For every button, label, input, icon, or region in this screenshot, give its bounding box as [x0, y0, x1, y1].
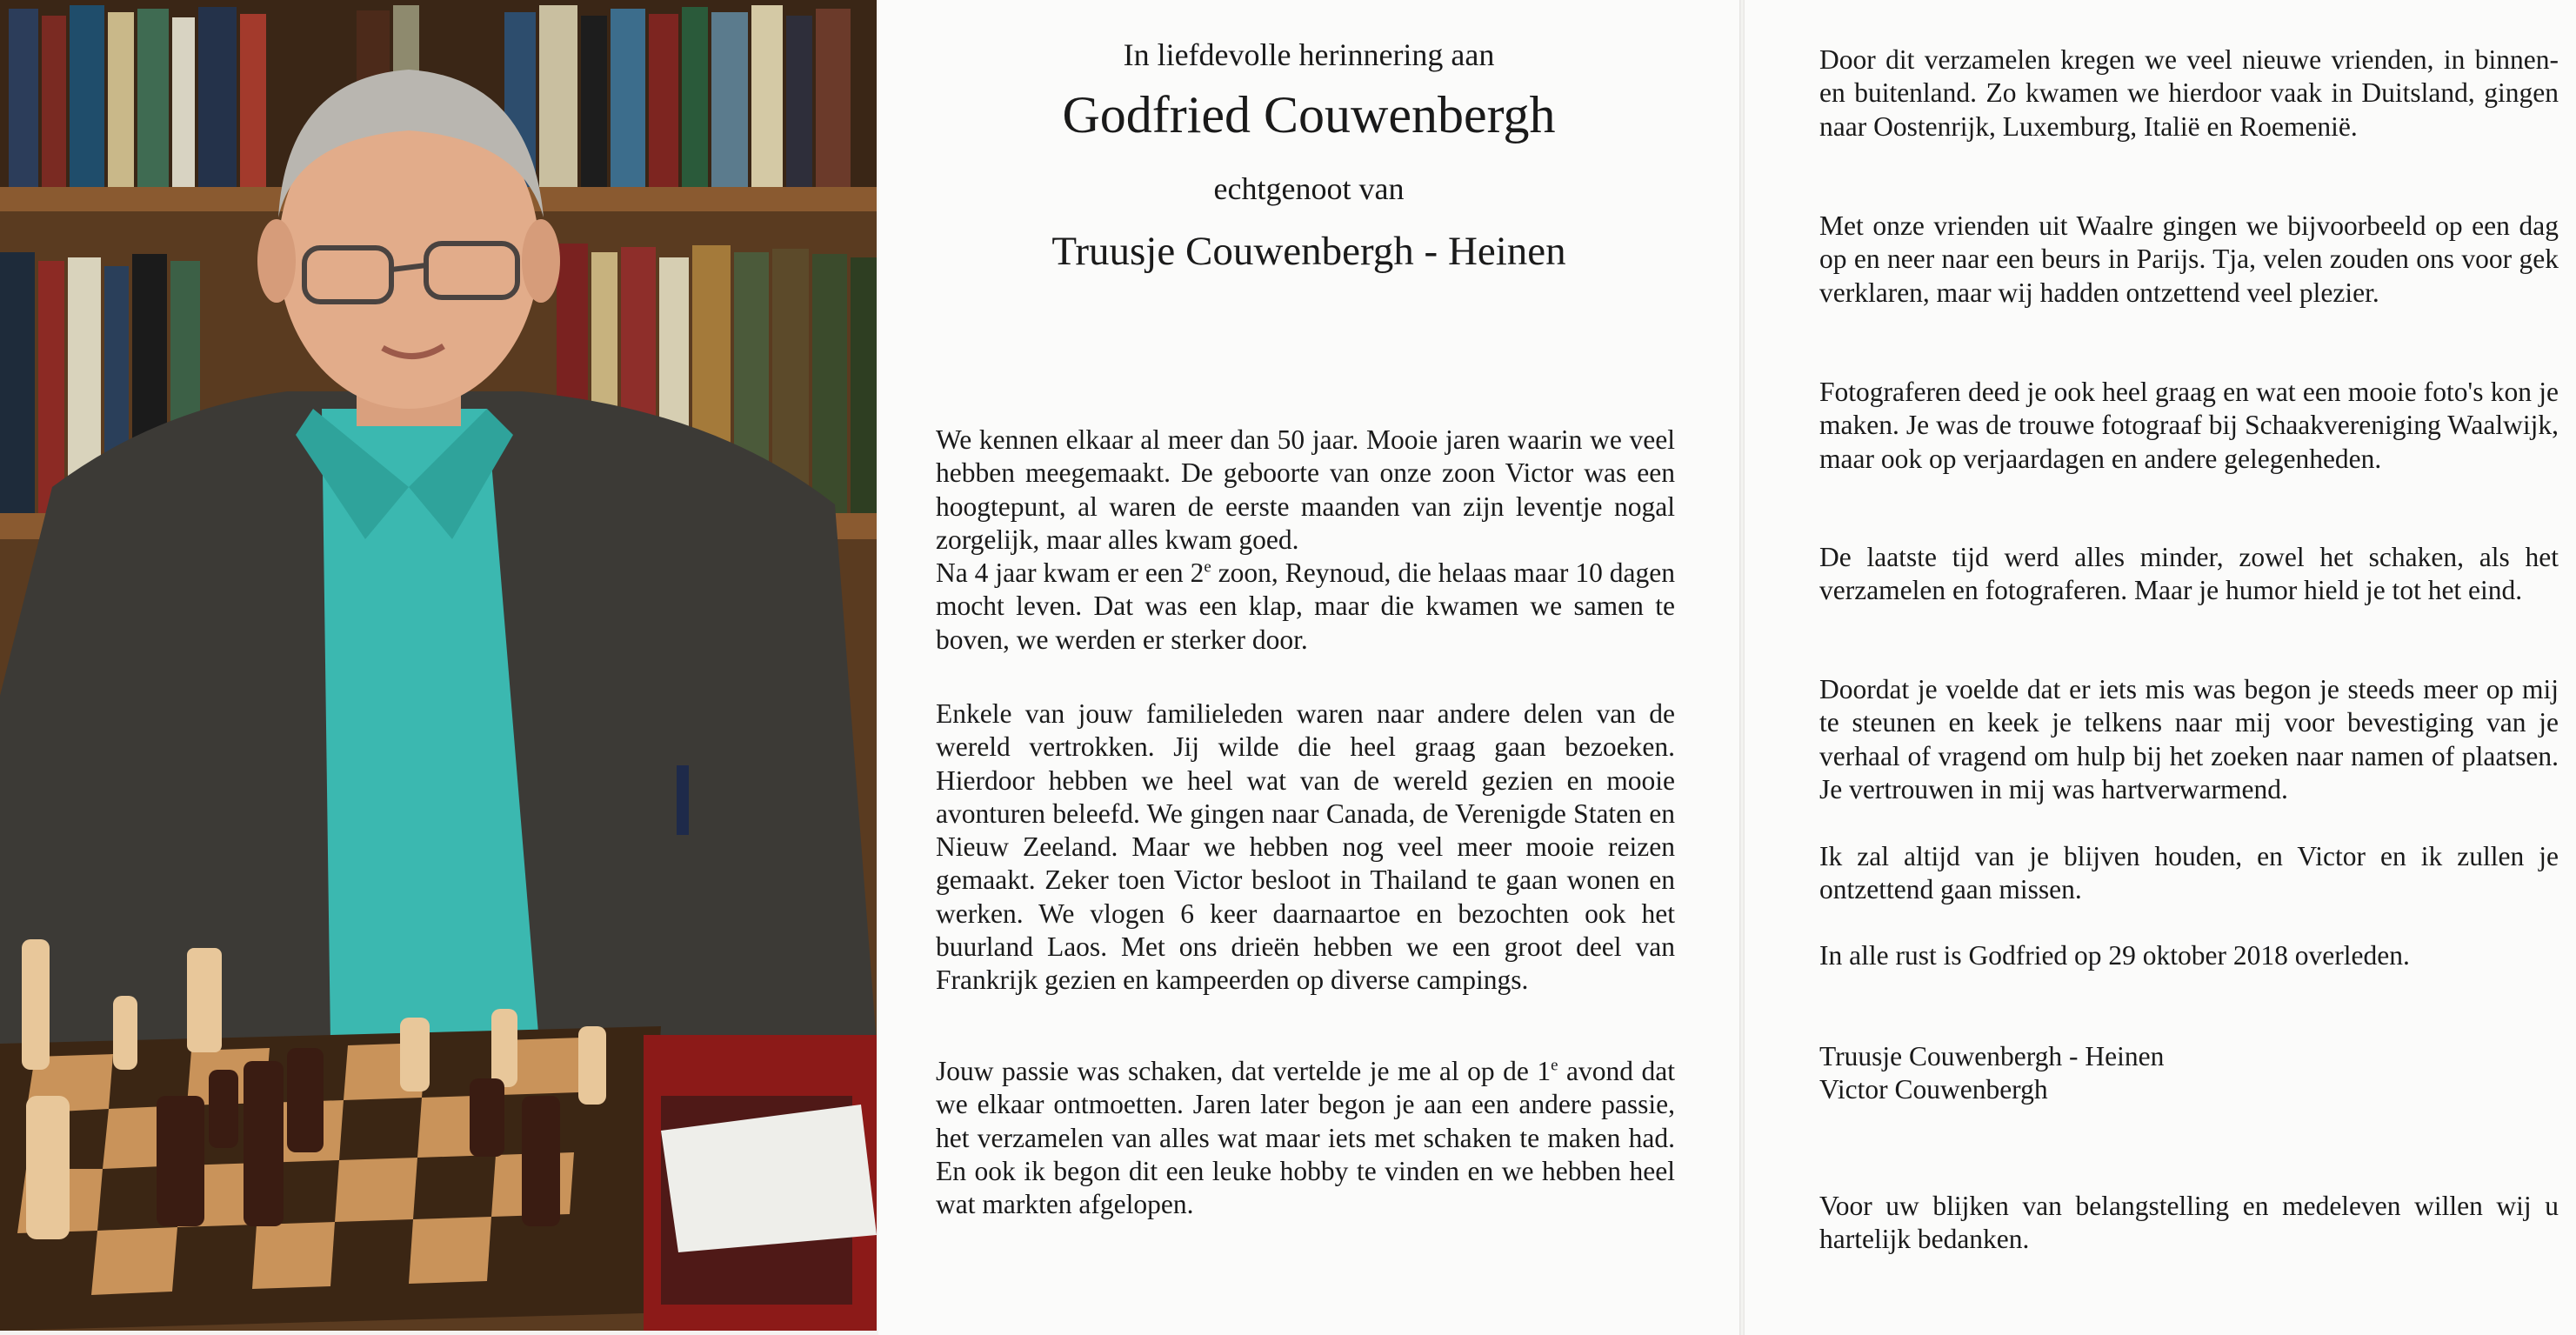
text-span: zoon, Reynoud, die helaas maar 10 dagen mocht leven. Dat was een klap, maar die kwamen we samen te boven, we werden er sterker door. — [936, 557, 1675, 655]
paragraph-text — [936, 1055, 1675, 1221]
right-paragraph-1: Door dit verzamelen kregen we veel nieuwe vrienden, in binnen- en buitenland. Zo kwamen we hierdoor vaak in Duitsland, gingen naar Oostenrijk, Luxemburg, Italië en Roemenië. — [1819, 44, 2559, 142]
death-notice: In alle rust is Godfried op 29 oktober 2018 overleden. — [1819, 940, 2410, 971]
portrait-photo-illustration — [0, 0, 877, 1331]
right-page — [1745, 0, 2576, 1335]
deceased-name: Godfried Couwenbergh — [1062, 86, 1556, 144]
superscript: e — [1551, 1056, 1558, 1075]
text-span: Jouw passie was schaken, dat vertelde je me al op de 1 — [936, 1056, 1552, 1086]
memorial-intro: In liefdevolle herinnering aan — [1123, 37, 1495, 72]
right-paragraph-4: De laatste tijd werd alles minder, zowel het schaken, als het verzamelen en fotograferen. Maar je humor hield je tot het eind. — [1819, 542, 2559, 606]
signature-2: Victor Couwenbergh — [1819, 1074, 2048, 1105]
right-paragraph-5: Doordat je voelde dat er iets mis was begon je steeds meer op mij te steunen en keek je telkens naar mij voor bevestiging van je verhaal of vragend om hulp bij het zoeken naar namen of plaatsen. Je vertrouwen in mij was hartverwarmend. — [1819, 674, 2559, 804]
middle-paragraph-1 — [936, 424, 1675, 657]
text-span: Na 4 jaar kwam er een 2 — [936, 557, 1205, 589]
middle-paragraph-3 — [936, 1055, 1675, 1221]
spouse-name: Truusje Couwenbergh - Heinen — [1051, 229, 1566, 274]
paragraph-text — [936, 557, 1675, 657]
portrait-photo — [0, 0, 877, 1331]
spouse-label: echtgenoot van — [1213, 171, 1405, 206]
superscript: e — [1204, 557, 1211, 577]
paragraph-text: We kennen elkaar al meer dan 50 jaar. Mooie jaren waarin we veel hebben meegemaakt. De geboorte van onze zoon Victor was een hoogtepunt, al waren de eerste maanden van zijn leventje nogal zorgelijk, maar alles kwam goed. — [936, 424, 1675, 555]
paragraph-text: Enkele van jouw familieleden waren naar andere delen van de wereld vertrokken. Jij wilde die heel graag gaan bezoeken. Hierdoor hebben we heel wat van de wereld gezien en mooie avonturen beleefd. We gingen naar Canada, de Verenigde Staten en Nieuw Zeeland. Maar we hebben nog veel meer mooie reizen gemaakt. Zeker toen Victor besloot in Thailand te gaan wonen en werken. We vlogen 6 keer daarnaartoe en bezochten ook het buurland Laos. Met ons drieën hebben we een groot deel van Frankrijk gezien en kampeerden op diverse campings. — [936, 698, 1675, 996]
text-span: avond dat we elkaar ontmoetten. Jaren later begon je aan een andere passie, het verzamelen van alles wat maar iets met schaken te maken had. En ook ik begon dit een leuke hobby te vinden en we hebben heel wat markten afgelopen. — [936, 1056, 1675, 1220]
right-paragraph-2: Met onze vrienden uit Waalre gingen we bijvoorbeeld op een dag op en neer naar een beurs in Parijs. Tja, velen zouden ons voor gek verklaren, maar wij hadden ontzettend veel plezier. — [1819, 210, 2559, 308]
middle-paragraph-2 — [936, 698, 1675, 998]
signature-1: Truusje Couwenbergh - Heinen — [1819, 1041, 2165, 1071]
right-paragraph-6: Ik zal altijd van je blijven houden, en Victor en ik zullen je ontzettend gaan missen. — [1819, 841, 2559, 905]
thanks-note: Voor uw blijken van belangstelling en medeleven willen wij u hartelijk bedanken. — [1819, 1191, 2559, 1255]
right-paragraph-3: Fotograferen deed je ook heel graag en wat een mooie foto's kon je maken. Je was de trouwe fotograaf bij Schaakvereniging Waalwijk, maar ook op verjaardagen en andere gelegenheden. — [1819, 377, 2559, 474]
